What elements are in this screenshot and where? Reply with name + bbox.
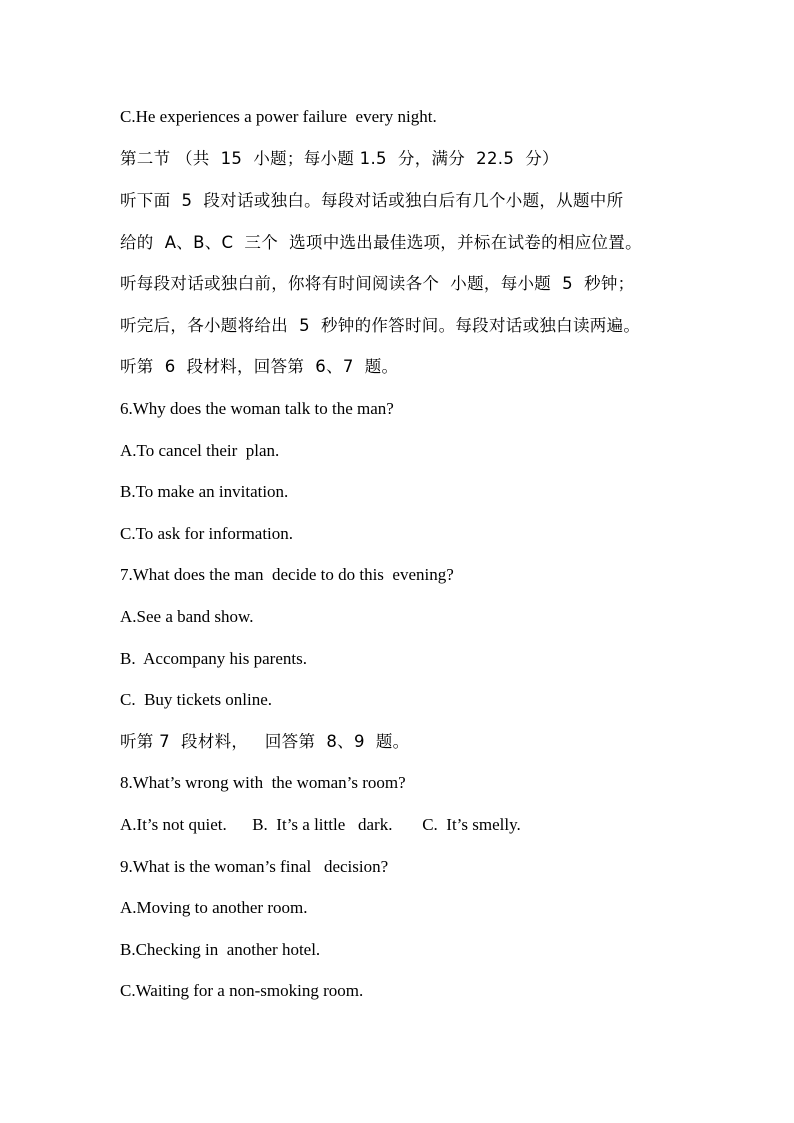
- instructions-line-3: 听每段对话或独白前，你将有时间阅读各个 小题，每小题 5 秒钟；: [120, 274, 635, 293]
- q9-option-a: A.Moving to another room.: [120, 898, 308, 917]
- q9-option-b: B.Checking in another hotel.: [120, 940, 321, 959]
- material-7-heading: 听第 7 段材料， 回答第 8、9 题。: [120, 732, 410, 751]
- instructions-line-2: 给的 A、B、C 三个 选项中选出最佳选项，并标在试卷的相应位置。: [120, 233, 642, 252]
- question-6: 6.Why does the woman talk to the man?: [120, 399, 394, 418]
- section-two-heading: 第二节 （共 15 小题；每小题 1.5 分，满分 22.5 分）: [120, 149, 559, 168]
- material-6-heading: 听第 6 段材料，回答第 6、7 题。: [120, 357, 399, 376]
- instructions-line-1: 听下面 5 段对话或独白。每段对话或独白后有几个小题，从题中所: [120, 191, 624, 210]
- question-9: 9.What is the woman’s final decision?: [120, 857, 389, 876]
- q9-option-c: C.Waiting for a non-smoking room.: [120, 981, 364, 1000]
- q6-option-a: A.To cancel their plan.: [120, 441, 280, 460]
- question-8: 8.What’s wrong with the woman’s room?: [120, 773, 406, 792]
- q7-option-c: C. Buy tickets online.: [120, 690, 273, 709]
- instructions-line-4: 听完后，各小题将给出 5 秒钟的作答时间。每段对话或独白读两遍。: [120, 316, 641, 335]
- q5-option-c: C.He experiences a power failure every night.: [120, 107, 437, 126]
- q7-option-a: A.See a band show.: [120, 607, 254, 626]
- q6-option-c: C.To ask for information.: [120, 524, 294, 543]
- q7-option-b: B. Accompany his parents.: [120, 649, 307, 668]
- question-7: 7.What does the man decide to do this evening?: [120, 565, 454, 584]
- q8-options: A.It’s not quiet. B. It’s a little dark. C. It’s smelly.: [120, 815, 521, 834]
- q6-option-b: B.To make an invitation.: [120, 482, 289, 501]
